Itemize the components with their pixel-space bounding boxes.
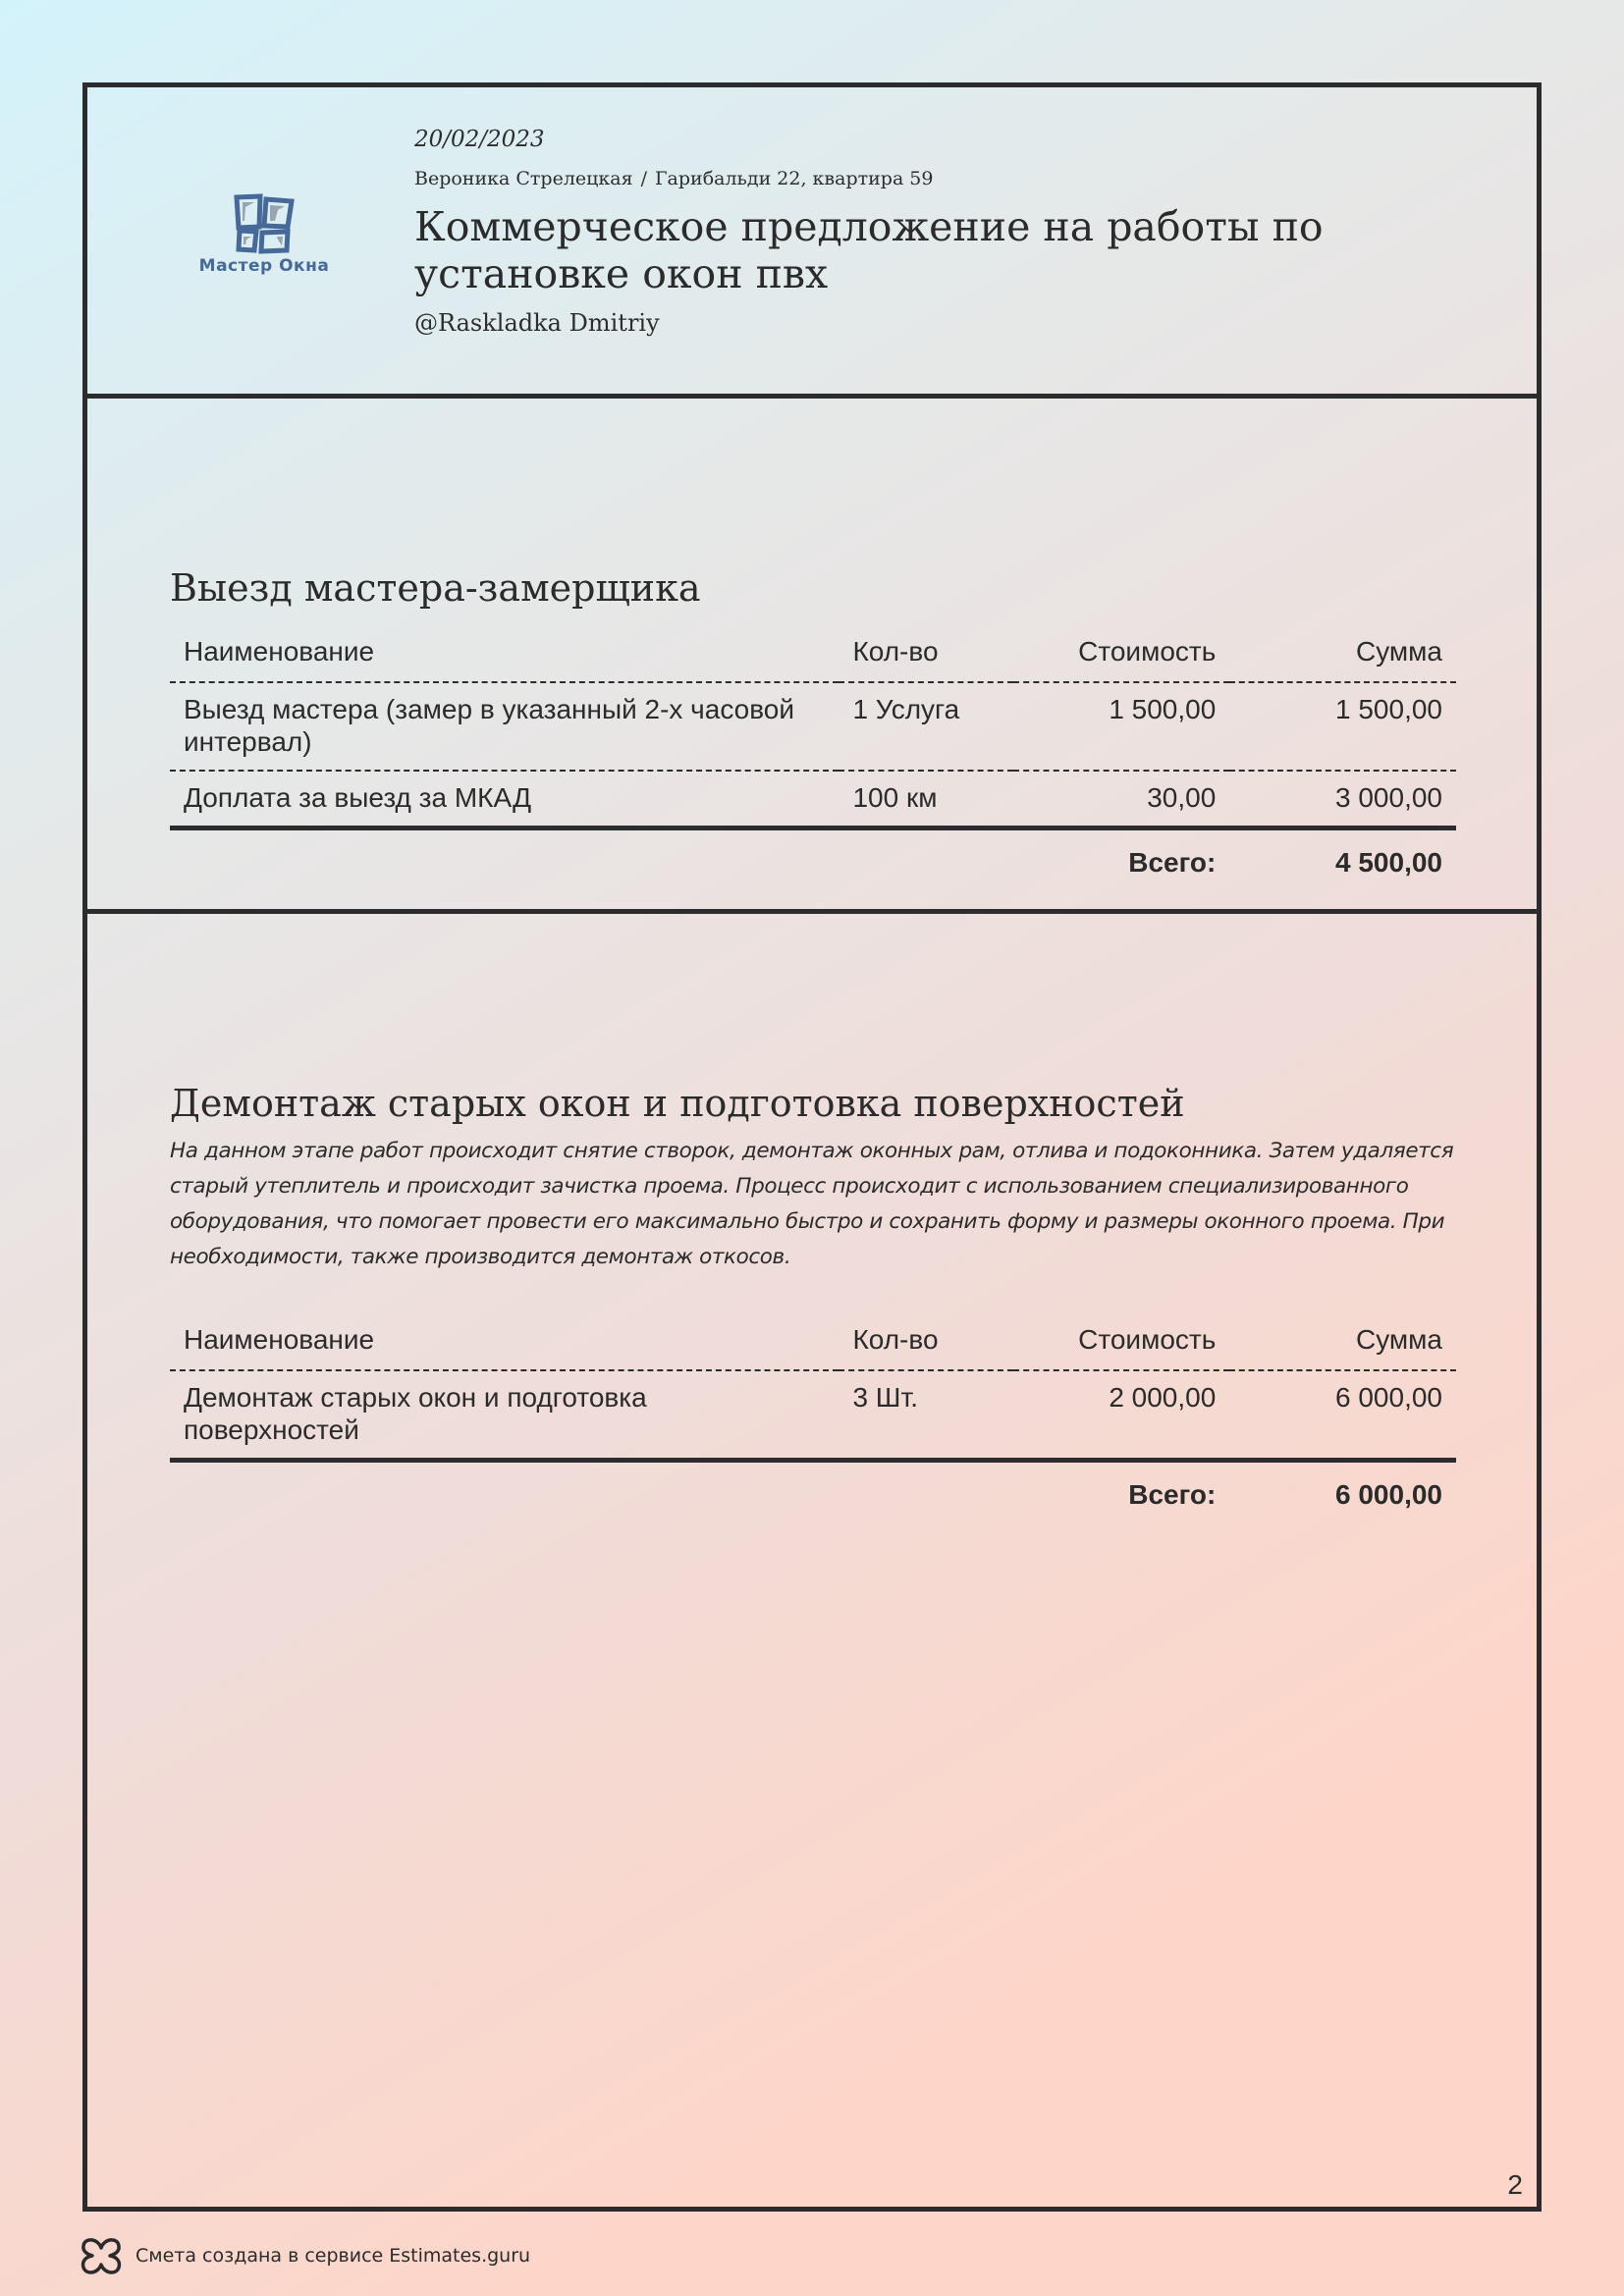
total-label: Всего: <box>1128 1479 1217 1510</box>
column-header-price: Стоимость <box>1013 1318 1229 1370</box>
estimate-section <box>87 399 1537 914</box>
section-title: Демонтаж старых окон и подготовка поверхностей <box>170 1082 1185 1125</box>
column-header-qty: Кол-во <box>839 630 1013 682</box>
window-logo-icon <box>233 193 296 254</box>
client-separator: / <box>640 168 647 189</box>
item-qty: 3 Шт. <box>839 1370 1013 1461</box>
item-name: Выезд мастера (замер в указанный 2-х часовой интервал) <box>184 694 794 757</box>
table-row <box>170 771 1456 828</box>
estimate-table <box>170 630 1456 890</box>
item-sum: 6 000,00 <box>1229 1370 1456 1461</box>
document-author: @Raskladka Dmitriy <box>414 309 660 337</box>
column-header-qty: Кол-во <box>839 1318 1013 1370</box>
section-title: Выезд мастера-замерщика <box>170 566 701 610</box>
document-date: 20/02/2023 <box>414 127 545 152</box>
item-name: Демонтаж старых окон и подготовка поверхностей <box>170 1370 839 1461</box>
total-row <box>170 1461 1456 1523</box>
item-sum: 3 000,00 <box>1229 771 1456 828</box>
document-title: Коммерческое предложение на работы по установке окон пвх <box>414 203 1324 297</box>
total-label: Всего: <box>1128 847 1217 878</box>
column-header-name: Наименование <box>170 1318 839 1370</box>
item-name: Доплата за выезд за МКАД <box>170 771 839 828</box>
footer <box>79 2234 530 2277</box>
section-description: На данном этапе работ происходит снятие створок, демонтаж оконных рам, отлива и подоконника. Затем удаляется старый утеплитель и происходит зачистка проема. Процесс происходит с использованием специализированного оборудования, что помогает провести его максимально быстро и сохранить форму и размеры оконного проема. При необходимости, также производится демонтаж откосов. <box>170 1139 1454 1269</box>
column-header-sum: Сумма <box>1229 630 1456 682</box>
document-frame <box>82 82 1542 2212</box>
column-header-sum: Сумма <box>1229 1318 1456 1370</box>
item-qty: 1 Услуга <box>852 694 960 724</box>
item-price: 2 000,00 <box>1013 1370 1229 1461</box>
column-header-name: Наименование <box>170 630 839 682</box>
item-price: 1 500,00 <box>1109 694 1217 724</box>
estimate-table <box>170 1318 1456 1522</box>
column-header-price: Стоимость <box>1013 630 1229 682</box>
item-qty: 100 км <box>839 771 1013 828</box>
item-price: 30,00 <box>1013 771 1229 828</box>
company-logo <box>190 193 338 282</box>
client-address: Гарибальди 22, квартира 59 <box>654 168 934 189</box>
logo-text: Мастер Окна <box>198 256 330 276</box>
document-header <box>87 87 1537 399</box>
page-number: 2 <box>1507 2169 1523 2200</box>
table-header-row <box>170 1318 1456 1370</box>
header-info <box>414 127 1396 337</box>
footer-text[interactable]: Смета создана в сервисе Estimates.guru <box>135 2245 531 2267</box>
total-value: 6 000,00 <box>1335 1479 1442 1510</box>
client-name: Вероника Стрелецкая <box>414 168 633 189</box>
item-sum: 1 500,00 <box>1335 694 1442 724</box>
total-value: 4 500,00 <box>1335 847 1442 878</box>
table-header-row <box>170 630 1456 682</box>
table-row <box>170 1370 1456 1461</box>
table-row <box>170 682 1456 771</box>
estimate-section <box>87 914 1537 2207</box>
estimates-guru-logo-icon <box>79 2234 124 2277</box>
client-line <box>414 168 1396 189</box>
total-row <box>170 828 1456 891</box>
